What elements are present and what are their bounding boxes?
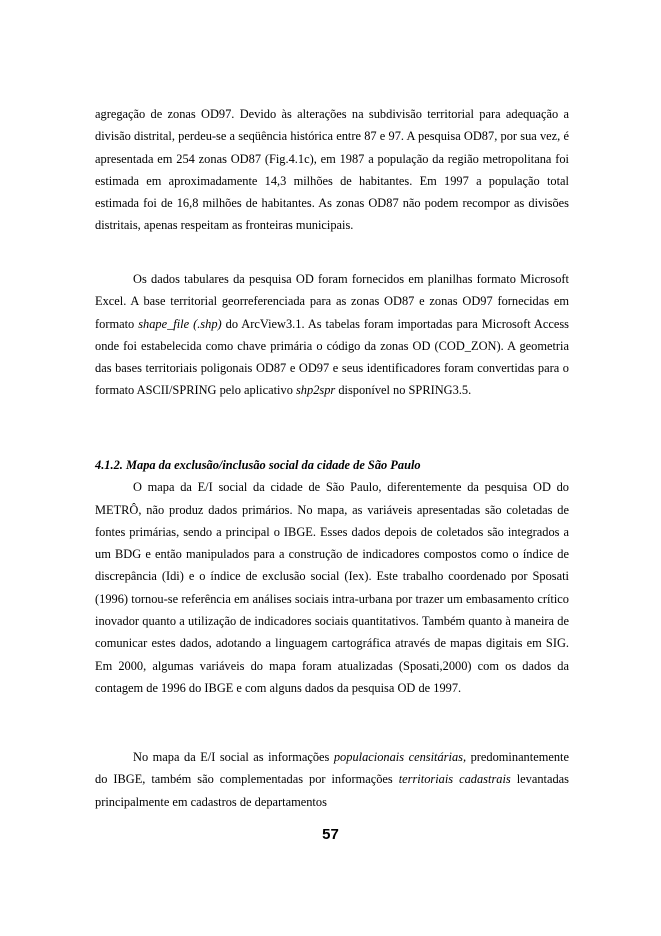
section-heading: 4.1.2. Mapa da exclusão/inclusão social da cidade de São Paulo	[95, 458, 421, 472]
italic-term-territoriais: territoriais cadastrais	[398, 772, 511, 787]
text-run: predominantemente do IBGE, também são complementadas por informações	[95, 750, 569, 787]
paragraph-text: O mapa da E/I social da cidade de São Paulo, diferentemente da pesquisa OD do METRÔ, não produz dados primários. No mapa, as variáveis apresentadas são coletadas de fontes primárias, sendo a principal o IBGE. Esses dados depois de coletados são integrados a um BDG e então manipulados para a construção de indicadores compostos como o índice de discrepância (Idi) e o índice de exclusão social (Iex). Este trabalho coordenado por Sposati (1996) tornou-se referência em análises sociais intra-urbana por trazer um embasamento crítico inovador quanto a utilização de indicadores sociais quantitativos. Também quanto à maneira de comunicar estes dados, adotando a linguagem cartográfica através de mapas digitais em SIG. Em 2000, algumas variáveis do mapa foram atualizadas (Sposati,2000) com os dados da contagem de 1996 do IBGE e com alguns dados da pesquisa OD de 1997.	[95, 480, 569, 695]
paragraph-mapa-ei	[95, 746, 569, 813]
italic-term-shp2spr: shp2spr	[295, 383, 336, 398]
paragraph-text: agregação de zonas OD97. Devido às alterações na subdivisão territorial para adequação a divisão distrital, perdeu-se a seqüência histórica entre 87 e 97. A pesquisa OD87, por sua vez, é apresentada em 254 zonas OD87 (Fig.4.1c), em 1987 a população da região metropolitana foi estimada em aproximadamente 14,3 milhões de habitantes. Em 1997 a população total estimada foi de 16,8 milhões de habitantes. As zonas OD87 não podem recompor as divisões distritais, apenas respeitam as fronteiras municipais.	[95, 107, 569, 233]
paragraph-text	[95, 268, 569, 402]
text-run: do ArcView3.1. As tabelas foram importadas para Microsoft Access onde foi estabelecida como chave primária o código da zonas OD (COD_ZON). A geometria das bases territoriais poligonais OD87 e OD97 e seus identificadores foram convertidas para o formato ASCII/SPRING pelo aplicativo	[95, 316, 570, 398]
italic-term-shape-file: shape_file (.shp)	[138, 316, 222, 331]
section-mapa-exclusao	[95, 454, 569, 699]
text-run: No mapa da E/I social as informações	[133, 750, 334, 764]
text-run: levantadas principalmente em cadastros de departamentos	[95, 772, 570, 809]
text-run: disponível no SPRING3.5.	[335, 383, 472, 398]
paragraph-dados-tabulares	[95, 268, 569, 402]
paragraph-zonas-od	[95, 103, 569, 237]
paragraph-text	[95, 746, 569, 813]
page-number: 57	[322, 826, 339, 843]
italic-term-populacionais: populacionais censitárias,	[333, 750, 467, 764]
text-run: Os dados tabulares da pesquisa OD foram fornecidos em planilhas formato Microsoft Excel. A base territorial georreferenciada para as zonas OD87 e zonas OD97 fornecidas em formato	[95, 272, 569, 331]
